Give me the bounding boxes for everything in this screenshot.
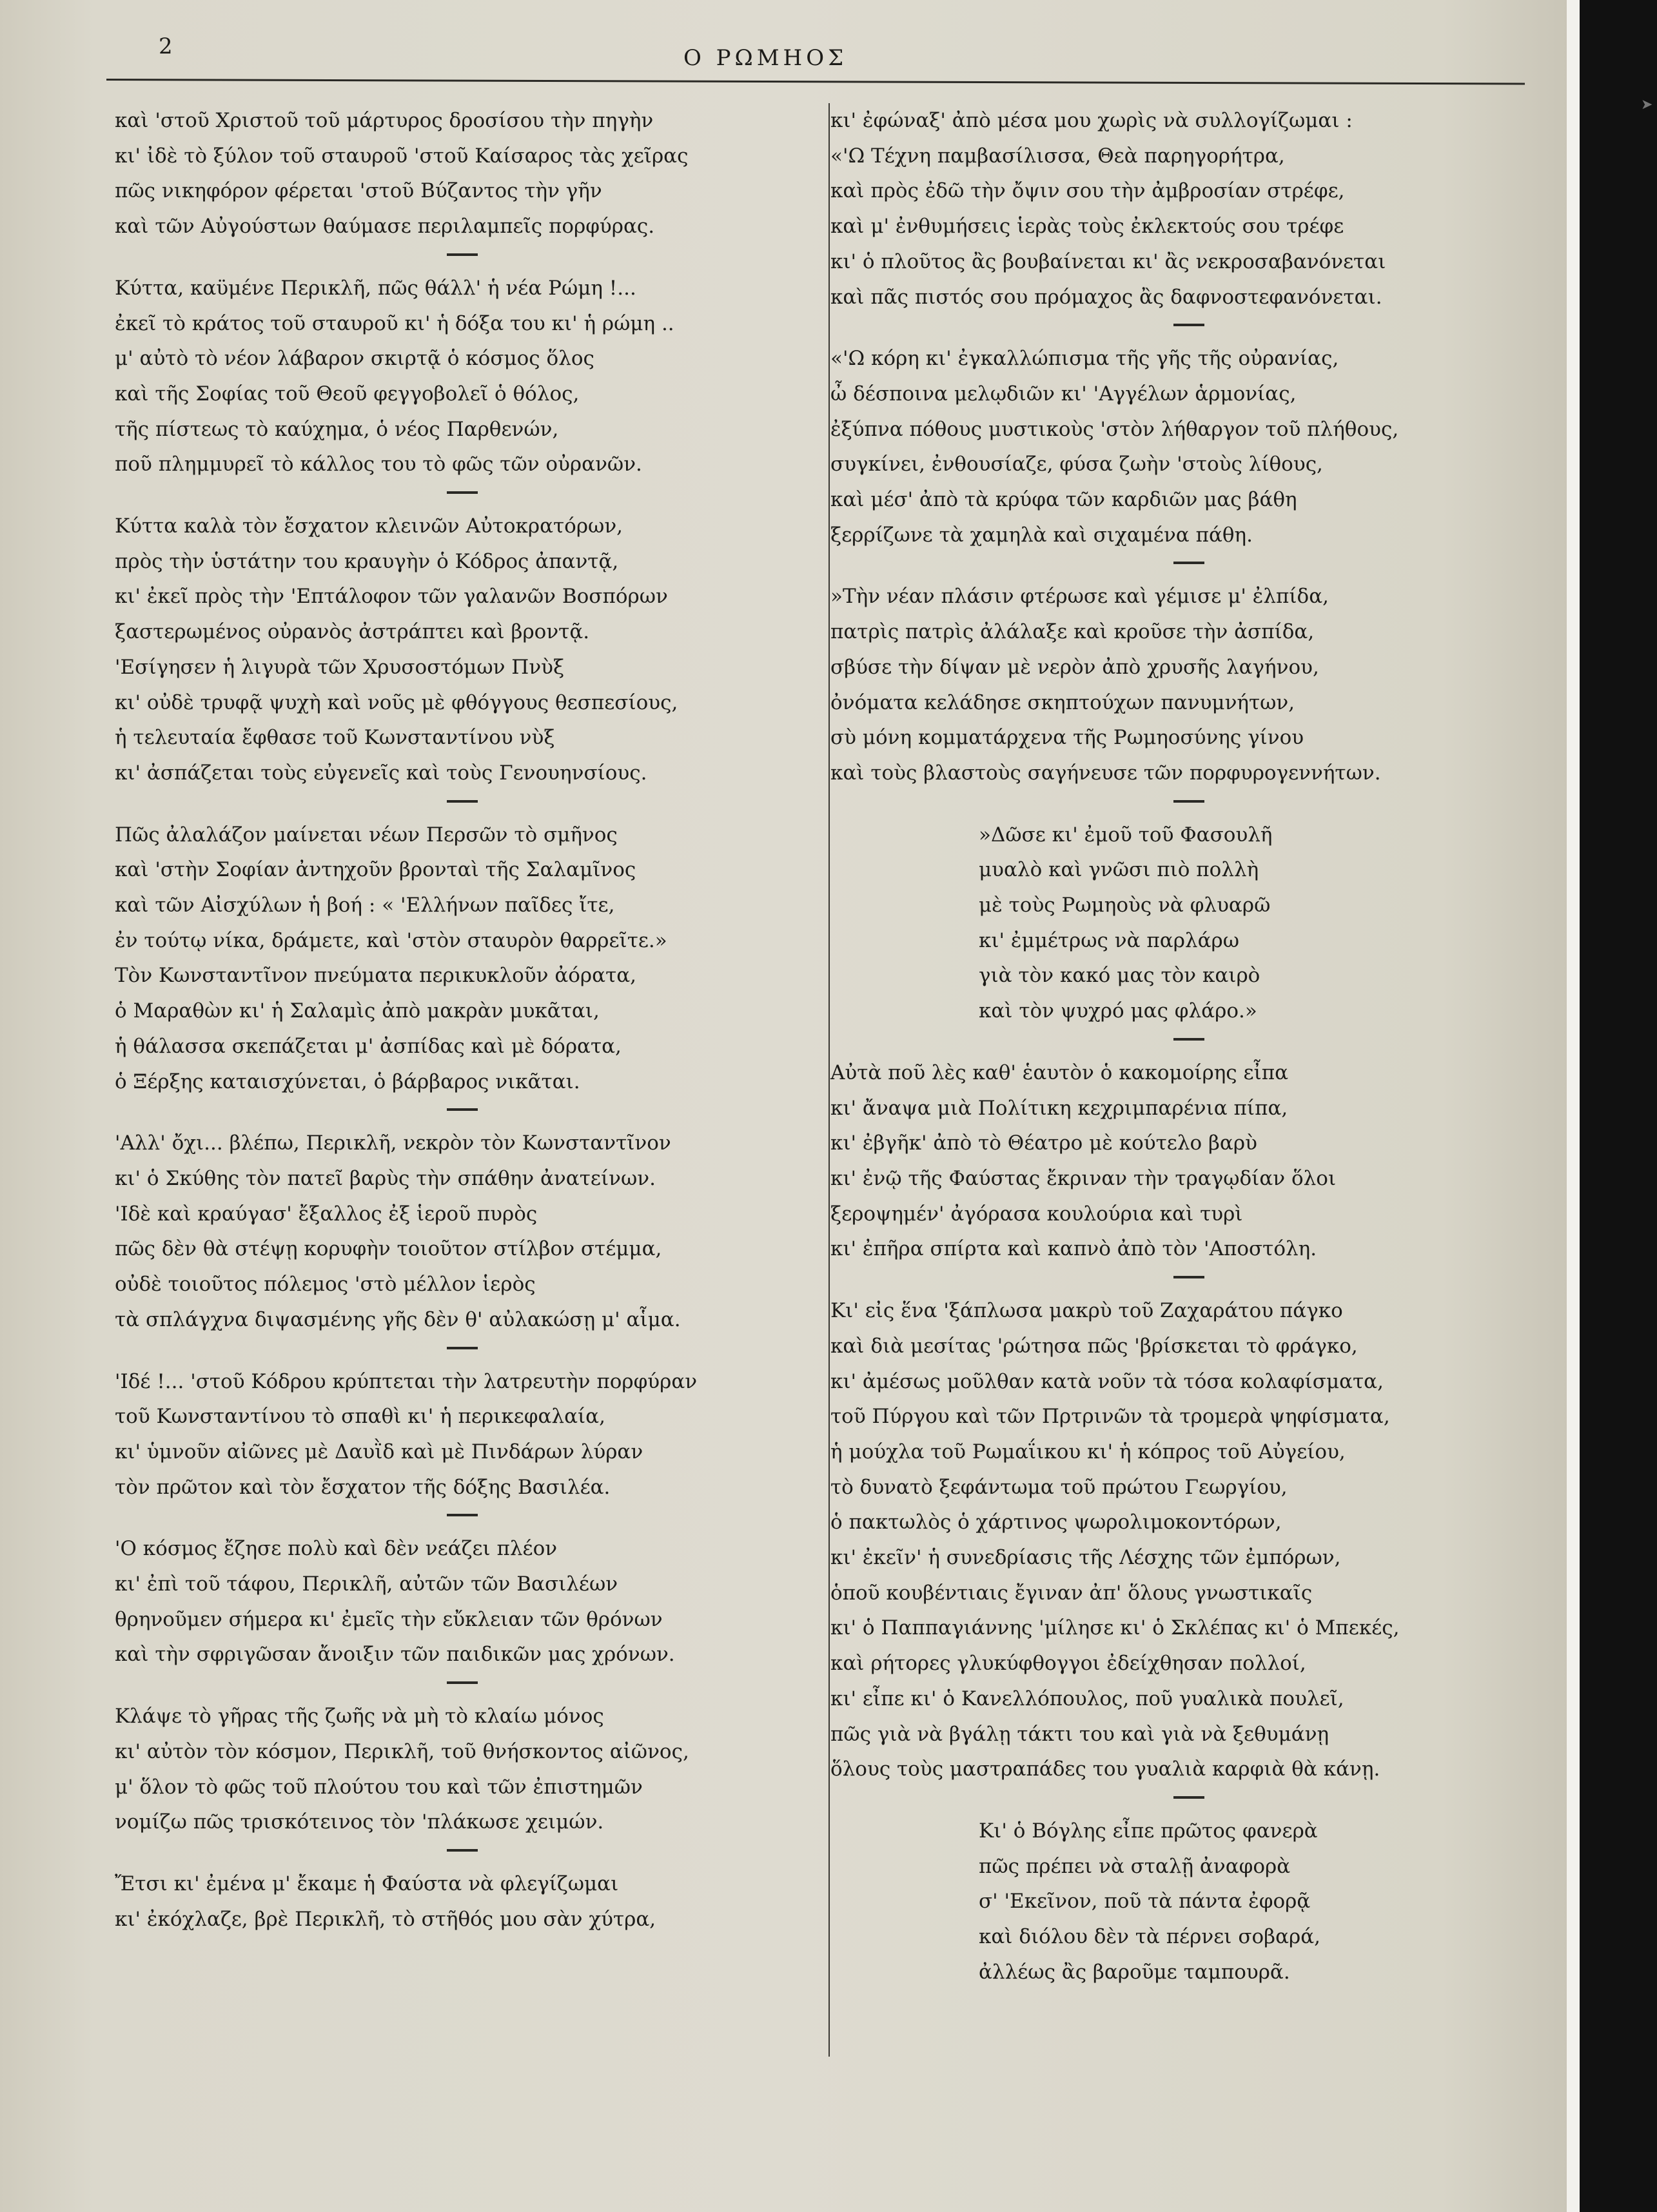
verse-line: ἡ τελευταία ἔφθασε τοῦ Κωνσταντίνου νὺξ [115,726,555,750]
poem-stanza [115,103,811,244]
verse-line: κι' ἐπῆρα σπίρτα καὶ καπνὸ ἀπὸ τὸν 'Αποστόλη. [830,1237,1317,1261]
column-divider [828,103,830,2057]
verse-line: κι' ἀμέσως μοῦλθαν κατὰ νοῦν τὰ τόσα κολαφίσματα, [830,1369,1384,1393]
verse-line: κι' ἐπὶ τοῦ τάφου, Περικλῆ, αὐτῶν τῶν Βασιλέων [115,1572,618,1596]
poem-stanza [115,509,811,791]
verse-line: ἡ μούχλα τοῦ Ρωμαΐικου κι' ἡ κόπρος τοῦ Αὐγείου, [830,1440,1346,1463]
verse-line: σβύσε τὴν δίψαν μὲ νερὸν ἀπὸ χρυσῆς λαγήνου, [830,655,1319,679]
verse-line: »Τὴν νέαν πλάσιν φτέρωσε καὶ γέμισε μ' ἐλπίδα, [830,585,1329,609]
page-margin [1567,0,1580,2212]
poem-stanza [830,1055,1527,1267]
verse-line: ἐν τούτῳ νίκα, δράμετε, καὶ 'στὸν σταυρὸν θαρρεῖτε.» [115,928,667,952]
edge-arrow-icon: ➤ [1641,97,1653,113]
poem-stanza [115,817,811,1100]
verse-line: ὁ πακτωλὸς ὁ χάρτινος ψωρολιμοκοντόρων, [830,1511,1282,1534]
verse-line: κι' ἀσπάζεται τοὺς εὐγενεῖς καὶ τοὺς Γενουηνσίους. [115,761,647,785]
poem-stanza [115,1531,811,1672]
verse-line: γιὰ τὸν κακό μας τὸν καιρὸ [979,964,1260,988]
verse-line: τῆς πίστεως τὸ καύχημα, ὁ νέος Παρθενών, [115,417,559,441]
verse-line: συγκίνει, ἐνθουσίαζε, φύσα ζωὴν 'στοὺς λίθους, [830,453,1323,476]
verse-line: κι' ὁ Παππαγιάννης 'μίλησε κι' ὁ Σκλέπας κι' ὁ Μπεκές, [830,1616,1400,1640]
verse-line: τοῦ Κωνσταντίνου τὸ σπαθὶ κι' ἡ περικεφαλαία, [115,1405,605,1429]
poem-stanza [830,341,1527,553]
verse-line: καὶ 'στοῦ Χριστοῦ τοῦ μάρτυρος δροσίσου τὴν πηγὴν [115,109,654,132]
stanza-separator [830,1267,1527,1293]
verse-line: καὶ μ' ἐνθυμήσεις ἱερὰς τοὺς ἐκλεκτούς σου τρέφε [830,215,1344,239]
verse-line: πρὸς τὴν ὑστάτην του κραυγὴν ὁ Κόδρος ἀπαντᾷ, [115,549,619,573]
verse-line: κι' ὑμνοῦν αἰῶνες μὲ Δαυῒδ καὶ μὲ Πινδάρων λύραν [115,1440,643,1463]
verse-line: κι' αὐτὸν τὸν κόσμον, Περικλῆ, τοῦ θνήσκοντος αἰῶνος, [115,1739,689,1763]
verse-line: ἀλλέως ἂς βαροῦμε ταμπουρᾶ. [979,1960,1290,1984]
verse-line: «'Ω Τέχνη παμβασίλισσα, Θεὰ παρηγορήτρα, [830,144,1285,168]
right-column [830,103,1527,1990]
verse-line: καὶ τὸν ψυχρό μας φλάρο.» [979,999,1257,1023]
left-column [115,103,811,1937]
stanza-separator [115,1672,811,1699]
verse-line: ὀνόματα κελάδησε σκηπτούχων πανυμνήτων, [830,690,1295,714]
verse-line: τὰ σπλάγχνα διψασμένης γῆς δὲν θ' αὐλακώσῃ μ' αἷμα. [115,1307,681,1331]
stanza-separator [115,1840,811,1866]
poem-stanza [115,1699,811,1840]
verse-line: μ' ὅλον τὸ φῶς τοῦ πλούτου του καὶ τῶν ἐπιστημῶν [115,1775,643,1799]
verse-line: ξαστερωμένος οὐρανὸς ἀστράπτει καὶ βροντᾷ. [115,620,590,644]
verse-line: κι' ἐνῷ τῆς Φαύστας ἔκριναν τὴν τραγῳδίαν ὅλοι [830,1166,1337,1190]
verse-line: ξερρίζωνε τὰ χαμηλὰ καὶ σιχαμένα πάθη. [830,523,1253,547]
verse-line: καὶ διόλου δὲν τὰ πέρνει σοβαρά, [979,1925,1321,1949]
poem-stanza [115,271,811,482]
verse-line: 'Ο κόσμος ἔζησε πολὺ καὶ δὲν νεάζει πλέον [115,1537,558,1561]
verse-line: ὁποῦ κουβέντιαις ἔγιναν ἀπ' ὅλους γνωστικαῖς [830,1581,1313,1605]
stanza-separator [830,553,1527,579]
verse-line: τοῦ Πύργου καὶ τῶν Πρτρινῶν τὰ τρομερὰ ψηφίσματα, [830,1405,1390,1429]
stanza-separator [115,1099,811,1126]
verse-line: κι' ἰδὲ τὸ ξύλον τοῦ σταυροῦ 'στοῦ Καίσαρος τὰς χεῖρας [115,144,689,168]
poem-stanza [830,579,1527,790]
verse-line: μ' αὐτὸ τὸ νέον λάβαρον σκιρτᾷ ὁ κόσμος ὅλος [115,347,594,371]
verse-line: σὺ μόνη κομματάρχενα τῆς Ρωμηοσύνης γίνου [830,726,1304,750]
poem-stanza [115,1126,811,1337]
verse-line: πῶς πρέπει νὰ σταλῇ ἀναφορὰ [979,1854,1291,1878]
verse-line: Πῶς ἀλαλάζον μαίνεται νέων Περσῶν τὸ σμῆνος [115,823,618,847]
verse-line: κι' ὁ πλοῦτος ἂς βουβαίνεται κι' ἂς νεκροσαβανόνεται [830,250,1386,273]
page-number: 2 [159,34,173,59]
verse-line: Τὸν Κωνσταντῖνον πνεύματα περικυκλοῦν ἀόρατα, [115,964,637,988]
verse-line: κι' ἐβγῆκ' ἀπὸ τὸ Θέατρο μὲ κούτελο βαρὺ [830,1131,1257,1155]
verse-line: «'Ω κόρη κι' ἐγκαλλώπισμα τῆς γῆς τῆς οὐρανίας, [830,347,1339,371]
verse-line: ἡ θάλασσα σκεπάζεται μ' ἀσπίδας καὶ μὲ δόρατα, [115,1034,622,1058]
stanza-separator [830,315,1527,341]
stanza-separator [830,1029,1527,1055]
poem-stanza [830,817,1527,1029]
stanza-separator [115,1338,811,1364]
verse-line: τὸν πρῶτον καὶ τὸν ἔσχατον τῆς δόξης Βασιλέα. [115,1475,611,1499]
verse-line: καὶ τῶν Αἰσχύλων ἡ βοή : « 'Ελλήνων παῖδες ἴτε, [115,894,615,917]
verse-line: Κλάψε τὸ γῆρας τῆς ζωῆς νὰ μὴ τὸ κλαίω μόνος [115,1705,604,1728]
verse-line: ἐξύπνα πόθους μυστικοὺς 'στὸν λήθαργον τοῦ πλήθους, [830,417,1399,441]
verse-line: 'Εσίγησεν ἡ λιγυρὰ τῶν Χρυσοστόμων Πνὺξ [115,655,565,679]
stanza-separator [830,1787,1527,1814]
verse-line: πῶς νικηφόρον φέρεται 'στοῦ Βύζαντος τὴν γῆν [115,179,602,203]
verse-line: Κι' εἰς ἕνα 'ξάπλωσα μακρὺ τοῦ Ζαχαράτου πάγκο [830,1299,1343,1323]
verse-line: καὶ πᾶς πιστός σου πρόμαχος ἂς δαφνοστεφανόνεται. [830,285,1382,309]
verse-line: κι' ἐκεῖν' ἡ συνεδρίασις τῆς Λέσχης τῶν ἐμπόρων, [830,1546,1341,1570]
verse-line: καὶ διὰ μεσίτας 'ρώτησα πῶς 'βρίσκεται τὸ φράγκο, [830,1334,1358,1358]
verse-line: ὁ Ξέρξης καταισχύνεται, ὁ βάρβαρος νικᾶται. [115,1070,580,1093]
verse-line: κι' ἐμμέτρως νὰ παρλάρω [979,928,1240,952]
verse-line: πῶς γιὰ νὰ βγάλῃ τάκτι του καὶ γιὰ νὰ ξεθυμάνῃ [830,1722,1329,1746]
poem-stanza [830,1293,1527,1787]
verse-line: πατρὶς πατρὶς ἀλάλαξε καὶ κροῦσε τὴν ἀσπίδα, [830,620,1315,644]
verse-line: καὶ πρὸς ἐδῶ τὴν ὄψιν σου τὴν ἀμβροσίαν στρέφε, [830,179,1345,203]
verse-line: σ' 'Εκεῖνον, ποῦ τὰ πάντα ἐφορᾷ [979,1890,1311,1913]
stanza-separator [115,244,811,271]
verse-line: τὸ δυνατὸ ξεφάντωμα τοῦ πρώτου Γεωργίου, [830,1475,1288,1499]
verse-line: καὶ 'στὴν Σοφίαν ἀντηχοῦν βρονταὶ τῆς Σαλαμῖνος [115,858,636,882]
verse-line: Κύττα, καϋμένε Περικλῆ, πῶς θάλλ' ἡ νέα Ρώμη !... [115,276,636,300]
verse-line: Κύττα καλὰ τὸν ἔσχατον κλεινῶν Αὐτοκρατόρων, [115,514,623,538]
verse-line: 'Ιδέ !... 'στοῦ Κόδρου κρύπτεται τὴν λατρευτὴν πορφύραν [115,1369,698,1393]
verse-line: κι' ἄναψα μιὰ Πολίτικη κεχριμπαρένια πίπα, [830,1096,1288,1120]
scan-dark-edge [1580,0,1657,2212]
poem-stanza [115,1866,811,1937]
stanza-separator [115,482,811,509]
verse-line: πῶς δὲν θὰ στέψῃ κορυφὴν τοιοῦτον στίλβον στέμμα, [115,1237,662,1261]
verse-line: κι' ἐκεῖ πρὸς τὴν 'Επτάλοφον τῶν γαλανῶν Βοσπόρων [115,585,668,609]
verse-line: κι' εἶπε κι' ὁ Κανελλόπουλος, ποῦ γυαλικὰ πουλεῖ, [830,1687,1344,1710]
verse-line: Αὐτὰ ποῦ λὲς καθ' ἑαυτὸν ὁ κακομοίρης εἶπα [830,1061,1289,1084]
verse-line: καὶ τῶν Αὐγούστων θαύμασε περιλαμπεῖς πορφύρας. [115,215,655,239]
poem-stanza [115,1364,811,1505]
verse-line: κι' ὁ Σκύθης τὸν πατεῖ βαρὺς τὴν σπάθην ἀνατείνων. [115,1166,656,1190]
verse-line: ὁ Μαραθὼν κι' ἡ Σαλαμὶς ἀπὸ μακρὰν μυκᾶται, [115,999,600,1023]
verse-line: ποῦ πλημμυρεῖ τὸ κάλλος του τὸ φῶς τῶν οὐρανῶν. [115,453,642,476]
poem-stanza [830,103,1527,315]
verse-line: Κι' ὁ Βόγλης εἶπε πρῶτος φανερὰ [979,1819,1318,1843]
verse-line: κι' οὐδὲ τρυφᾷ ψυχὴ καὶ νοῦς μὲ φθόγγους θεσπεσίους, [115,690,678,714]
verse-line: θρηνοῦμεν σήμερα κι' ἐμεῖς τὴν εὔκλειαν τῶν θρόνων [115,1607,663,1631]
verse-line: κι' ἐφώναξ' ἀπὸ μέσα μου χωρὶς νὰ συλλογίζωμαι : [830,109,1353,132]
verse-line: ἐκεῖ τὸ κράτος τοῦ σταυροῦ κι' ἡ δόξα του κι' ἡ ρώμη .. [115,311,674,335]
stanza-separator [115,1505,811,1531]
verse-line: καὶ μέσ' ἀπὸ τὰ κρύφα τῶν καρδιῶν μας βάθη [830,488,1297,512]
verse-line: 'Αλλ' ὄχι... βλέπω, Περικλῆ, νεκρὸν τὸν Κωνσταντῖνον [115,1131,671,1155]
verse-line: νομίζω πῶς τρισκότεινος τὸν 'πλάκωσε χειμών. [115,1810,604,1834]
verse-line: οὐδὲ τοιοῦτος πόλεμος 'στὸ μέλλον ἱερὸς [115,1273,536,1297]
verse-line: ξεροψημέν' ἀγόρασα κουλούρια καὶ τυρὶ [830,1202,1243,1226]
verse-line: μὲ τοὺς Ρωμηοὺς νὰ φλυαρῶ [979,894,1271,917]
verse-line: 'Ιδὲ καὶ κραύγασ' ἔξαλλος ἐξ ἱεροῦ πυρὸς [115,1202,538,1226]
newspaper-title: Ο ΡΩΜΗΟΣ [683,45,848,71]
verse-line: κι' ἐκόχλαζε, βρὲ Περικλῆ, τὸ στῆθός μου σὰν χύτρα, [115,1907,656,1931]
verse-line: »Δῶσε κι' ἐμοῦ τοῦ Φασουλῆ [979,823,1273,847]
stanza-separator [830,791,1527,817]
verse-line: Ἔτσι κι' ἐμένα μ' ἔκαμε ἡ Φαύστα νὰ φλεγίζωμαι [115,1872,619,1895]
verse-line: καὶ τῆς Σοφίας τοῦ Θεοῦ φεγγοβολεῖ ὁ θόλος, [115,382,580,406]
stanza-separator [115,791,811,817]
verse-line: μυαλὸ καὶ γνῶσι πιὸ πολλὴ [979,858,1259,882]
verse-line: καὶ ρήτορες γλυκύφθογγοι ἐδείχθησαν πολλοί, [830,1652,1306,1676]
verse-line: καὶ τὴν σφριγῶσαν ἄνοιξιν τῶν παιδικῶν μας χρόνων. [115,1643,675,1667]
verse-line: ὅλους τοὺς μαστραπάδες του γυαλιὰ καρφιὰ θὰ κάνῃ. [830,1757,1380,1781]
verse-line: καὶ τοὺς βλαστοὺς σαγήνευσε τῶν πορφυρογεννήτων. [830,761,1381,785]
verse-line: ὦ δέσποινα μελῳδιῶν κι' 'Αγγέλων ἁρμονίας, [830,382,1297,406]
poem-stanza [830,1814,1527,1990]
